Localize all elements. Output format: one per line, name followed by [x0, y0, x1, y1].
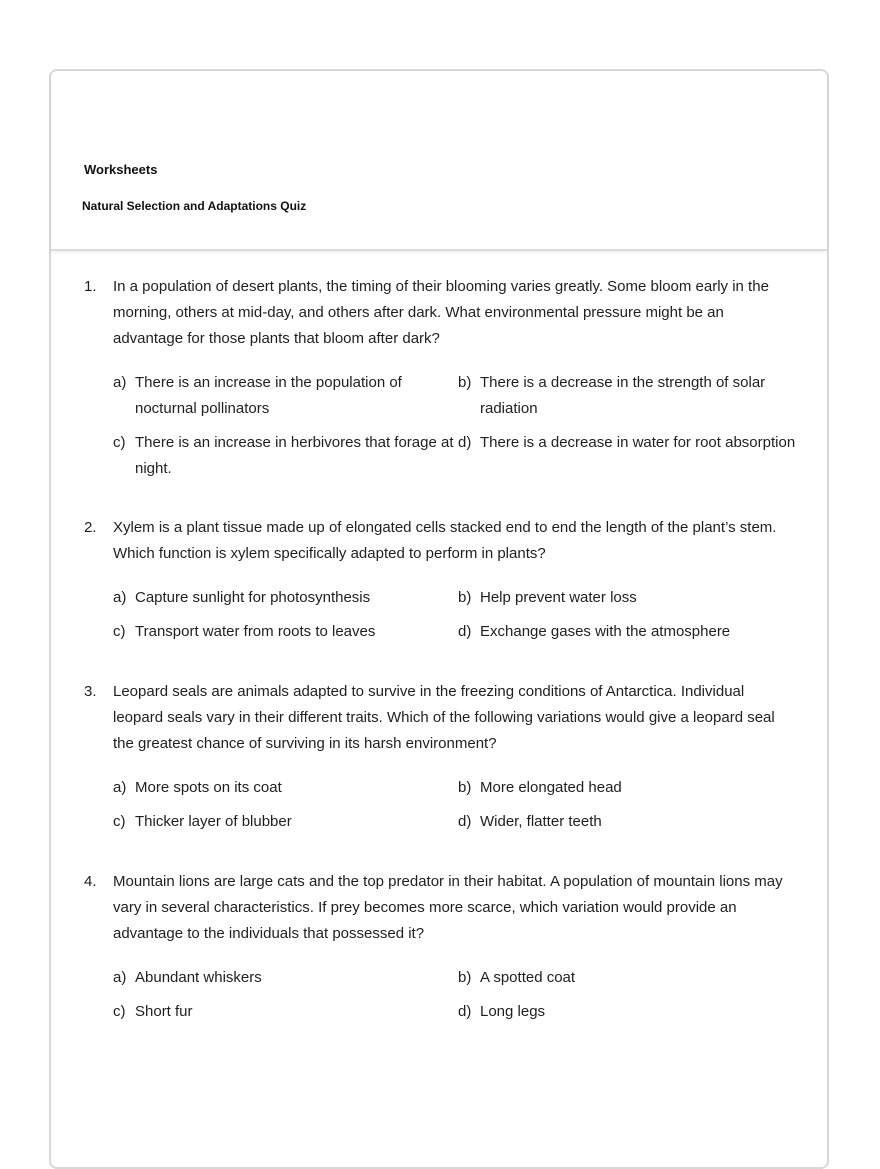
option-text: Thicker layer of blubber	[135, 813, 292, 830]
option-letter: d)	[458, 1003, 472, 1020]
header-category: Worksheets	[84, 162, 158, 177]
question-number: 1.	[84, 278, 97, 295]
option-text: There is a decrease in the strength of solar radiation	[480, 374, 766, 417]
option-text: There is an increase in herbivores that forage at night.	[135, 434, 454, 477]
worksheet-header	[51, 71, 827, 251]
option-letter: d)	[458, 434, 472, 451]
question-number: 4.	[84, 873, 97, 890]
option-text: Wider, flatter teeth	[480, 813, 602, 830]
answer-options	[113, 370, 803, 482]
option-a[interactable]	[113, 775, 458, 801]
option-c[interactable]	[113, 619, 458, 645]
option-text: More spots on its coat	[135, 779, 282, 796]
question-number: 3.	[84, 683, 97, 700]
option-b[interactable]	[458, 775, 803, 801]
answer-options	[113, 965, 803, 1025]
question-2	[84, 515, 804, 653]
option-b[interactable]	[458, 965, 803, 991]
option-text: There is an increase in the population of nocturnal pollinators	[135, 374, 402, 417]
option-b[interactable]	[458, 585, 803, 611]
option-b[interactable]	[458, 370, 803, 422]
option-a[interactable]	[113, 370, 458, 422]
option-letter: d)	[458, 623, 472, 640]
option-text: Capture sunlight for photosynthesis	[135, 589, 371, 606]
answer-options	[113, 585, 803, 645]
question-number: 2.	[84, 519, 97, 536]
option-text: A spotted coat	[480, 969, 576, 986]
option-d[interactable]	[458, 430, 803, 482]
option-c[interactable]	[113, 809, 458, 835]
option-letter: b)	[458, 969, 472, 986]
option-d[interactable]	[458, 809, 803, 835]
option-text: Help prevent water loss	[480, 589, 637, 606]
option-d[interactable]	[458, 999, 803, 1025]
question-1	[84, 274, 804, 490]
option-letter: b)	[458, 374, 472, 391]
option-text: Transport water from roots to leaves	[135, 623, 376, 640]
question-text: In a population of desert plants, the timing of their blooming varies greatly. Some bloom early in the morning, others at mid-day, and others after dark. What environmental pressure might be an advantage for those plants that bloom after dark?	[113, 278, 769, 347]
option-letter: b)	[458, 589, 472, 606]
option-c[interactable]	[113, 999, 458, 1025]
option-text: There is a decrease in water for root absorption	[480, 434, 796, 451]
question-3	[84, 679, 804, 843]
option-letter: a)	[113, 779, 127, 796]
option-a[interactable]	[113, 585, 458, 611]
option-letter: c)	[113, 1003, 126, 1020]
option-text: Short fur	[135, 1003, 193, 1020]
option-letter: d)	[458, 813, 472, 830]
option-letter: a)	[113, 969, 127, 986]
option-letter: b)	[458, 779, 472, 796]
question-4	[84, 869, 804, 1033]
question-text: Mountain lions are large cats and the top predator in their habitat. A population of mountain lions may vary in several characteristics. If prey becomes more scarce, which variation would provide an advantage to the individuals that possessed it?	[113, 873, 783, 942]
option-text: More elongated head	[480, 779, 622, 796]
option-letter: a)	[113, 374, 127, 391]
option-text: Abundant whiskers	[135, 969, 262, 986]
quiz-title: Natural Selection and Adaptations Quiz	[82, 199, 307, 213]
option-c[interactable]	[113, 430, 458, 482]
option-text: Exchange gases with the atmosphere	[480, 623, 731, 640]
option-letter: c)	[113, 813, 126, 830]
option-letter: c)	[113, 434, 126, 451]
answer-options	[113, 775, 803, 835]
question-text: Xylem is a plant tissue made up of elongated cells stacked end to end the length of the plant’s stem. Which function is xylem specifically adapted to perform in plants?	[113, 519, 777, 562]
question-text: Leopard seals are animals adapted to survive in the freezing conditions of Antarctica. Individual leopard seals vary in their different traits. Which of the following variations would give a leopard seal the greatest chance of surviving in its harsh environment?	[113, 683, 775, 752]
option-letter: a)	[113, 589, 127, 606]
option-letter: c)	[113, 623, 126, 640]
option-d[interactable]	[458, 619, 803, 645]
option-text: Long legs	[480, 1003, 546, 1020]
option-a[interactable]	[113, 965, 458, 991]
